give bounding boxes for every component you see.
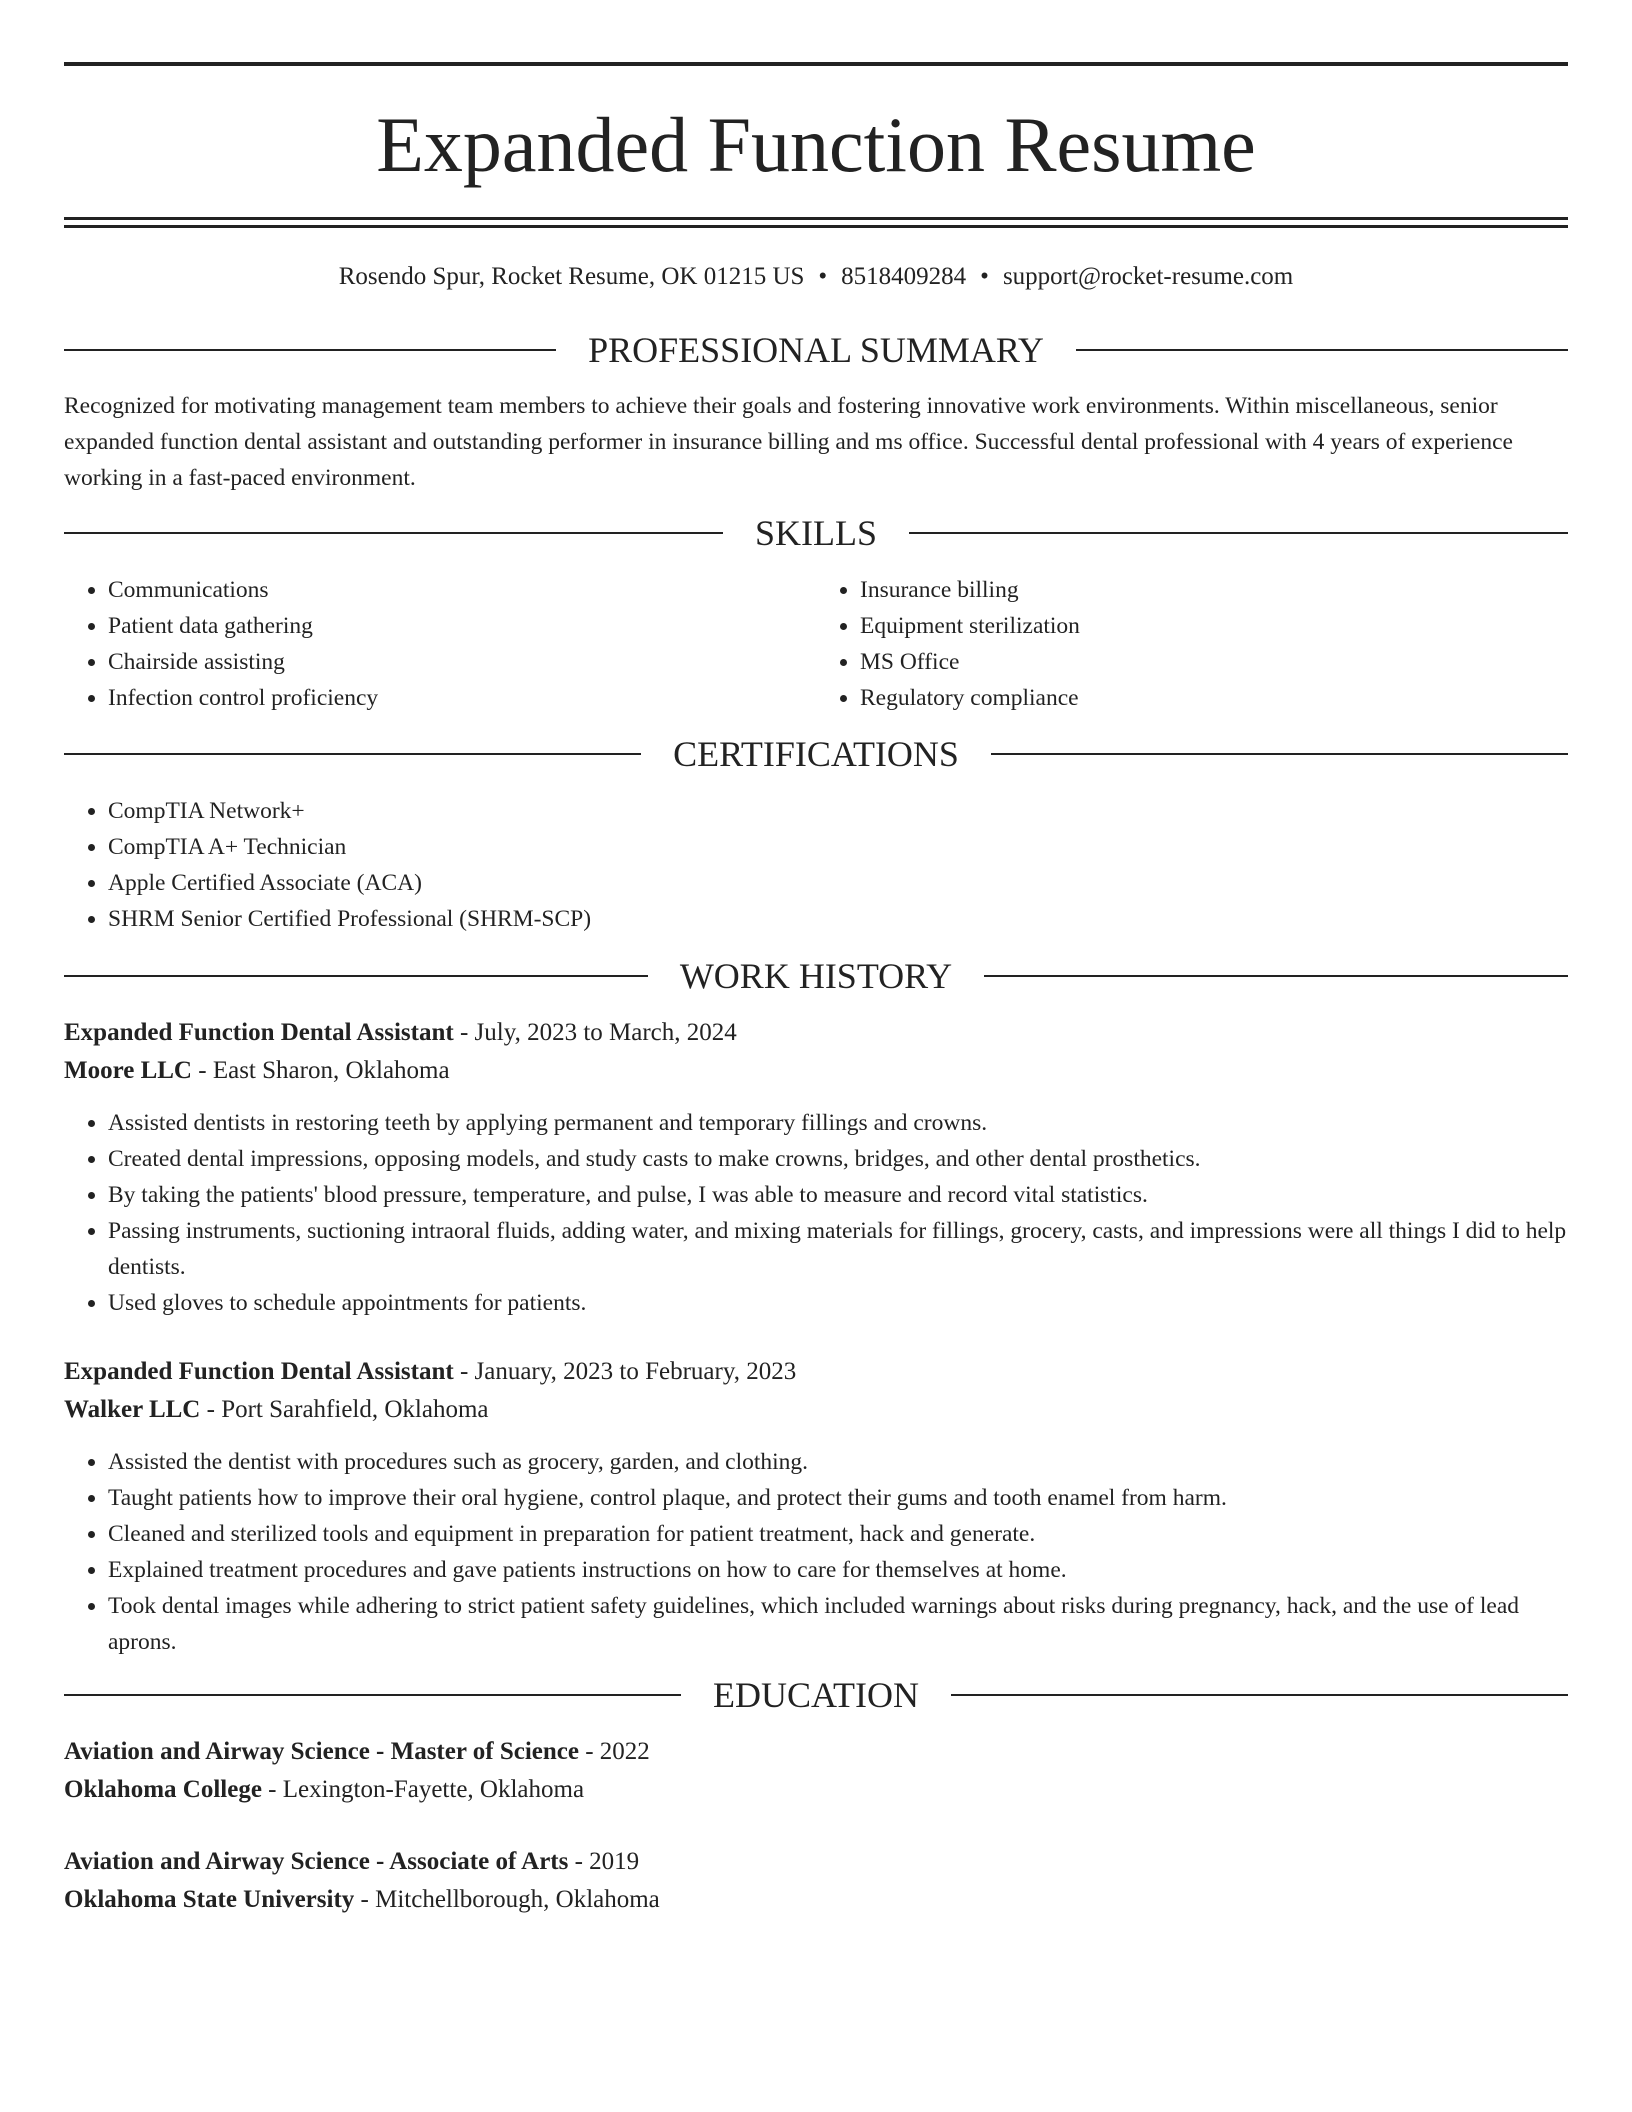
certification-item: • CompTIA A+ Technician	[108, 829, 1568, 865]
skill-item: • Insurance billing	[860, 572, 1568, 608]
heading-rule	[64, 1694, 681, 1696]
job-bullet: • Took dental images while adhering to strict patient safety guidelines, which included warnings about risks during pregnancy, hack, and the use of lead aprons.	[108, 1588, 1568, 1660]
top-rule	[64, 62, 1568, 66]
skill-item: • Equipment sterilization	[860, 608, 1568, 644]
job-company: Moore LLC	[64, 1057, 192, 1084]
heading-rule	[1076, 349, 1568, 351]
job-location: - Port Sarahfield, Oklahoma	[200, 1396, 489, 1423]
skill-item: • Regulatory compliance	[860, 680, 1568, 716]
certification-item: • SHRM Senior Certified Professional (SHRM-SCP)	[108, 901, 1568, 937]
heading-rule	[951, 1694, 1568, 1696]
job-title-line	[64, 1353, 1568, 1391]
job-company-line	[64, 1052, 1568, 1090]
contact-separator: •	[980, 263, 989, 290]
job-title-line	[64, 1014, 1568, 1052]
degree: Aviation and Airway Science - Associate of Arts	[64, 1848, 569, 1875]
education-entry	[64, 1733, 1568, 1809]
job-bullet: • By taking the patients' blood pressure, temperature, and pulse, I was able to measure and record vital statistics.	[108, 1177, 1568, 1213]
section-title: SKILLS	[755, 513, 878, 553]
certification-item: • CompTIA Network+	[108, 793, 1568, 829]
contact-email: support@rocket-resume.com	[1002, 263, 1294, 290]
heading-rule	[64, 753, 641, 755]
degree-line	[64, 1733, 1568, 1771]
section-title: EDUCATION	[713, 1675, 919, 1715]
skill-item: • Chairside assisting	[108, 644, 816, 680]
section-heading-education	[64, 1677, 1568, 1713]
job-bullet: • Explained treatment procedures and gave patients instructions on how to care for themselves at home.	[108, 1552, 1568, 1588]
degree-year: - 2022	[578, 1738, 650, 1765]
job-entry	[64, 1353, 1568, 1660]
skill-item: • Infection control proficiency	[108, 680, 816, 716]
job-title: Expanded Function Dental Assistant	[64, 1019, 454, 1046]
skill-item: • Communications	[108, 572, 816, 608]
heading-rule	[64, 975, 648, 977]
section-heading-skills	[64, 515, 1568, 551]
job-location: - East Sharon, Oklahoma	[192, 1057, 450, 1084]
certification-item: • Apple Certified Associate (ACA)	[108, 865, 1568, 901]
contact-phone: 8518409284	[841, 263, 967, 290]
job-bullet: • Cleaned and sterilized tools and equipment in preparation for patient treatment, hack and generate.	[108, 1516, 1568, 1552]
section-heading-certifications	[64, 736, 1568, 772]
job-dates: - July, 2023 to March, 2024	[453, 1019, 737, 1046]
heading-rule	[64, 349, 556, 351]
section-title: PROFESSIONAL SUMMARY	[588, 330, 1044, 370]
school-line	[64, 1881, 1568, 1919]
education-entry	[64, 1843, 1568, 1919]
job-entry	[64, 1014, 1568, 1321]
job-bullets	[64, 1105, 1568, 1321]
section-title: CERTIFICATIONS	[673, 734, 959, 774]
contact-separator: •	[818, 263, 828, 290]
contact-address: Rosendo Spur, Rocket Resume, OK 01215 US	[338, 263, 805, 290]
section-title: WORK HISTORY	[679, 956, 953, 996]
school-location: - Lexington-Fayette, Oklahoma	[261, 1776, 585, 1803]
job-company-line	[64, 1391, 1568, 1429]
skills-columns	[64, 572, 1568, 716]
skill-item: • MS Office	[860, 644, 1568, 680]
school-name: Oklahoma State University	[64, 1886, 355, 1913]
school-location: - Mitchellborough, Oklahoma	[354, 1886, 660, 1913]
job-bullet: • Passing instruments, suctioning intraoral fluids, adding water, and mixing materials for fillings, grocery, casts, and impressions were all things I did to help dentists.	[108, 1213, 1568, 1285]
contact-line	[64, 262, 1568, 292]
degree: Aviation and Airway Science - Master of Science	[64, 1738, 579, 1765]
degree-line	[64, 1843, 1568, 1881]
double-rule	[64, 217, 1568, 228]
job-company: Walker LLC	[64, 1396, 201, 1423]
job-dates: - January, 2023 to February, 2023	[453, 1358, 797, 1385]
job-bullet: • Assisted dentists in restoring teeth by applying permanent and temporary fillings and crowns.	[108, 1105, 1568, 1141]
job-bullets	[64, 1444, 1568, 1660]
resume-title: Expanded Function Resume	[376, 101, 1256, 188]
summary-text: Recognized for motivating management team members to achieve their goals and fostering innovative work environments. Within miscellaneous, senior expanded function dental assistant and outstanding performer in insurance billing and ms office. Successful dental professional with 4 years of experience working in a fast-paced environment.	[64, 393, 1513, 491]
heading-rule	[991, 753, 1568, 755]
school-line	[64, 1771, 1568, 1809]
school-name: Oklahoma College	[64, 1776, 262, 1803]
section-heading-summary	[64, 332, 1568, 368]
skills-list-right	[816, 572, 1568, 716]
job-bullet: • Created dental impressions, opposing models, and study casts to make crowns, bridges, and other dental prosthetics.	[108, 1141, 1568, 1177]
degree-year: - 2019	[568, 1848, 640, 1875]
job-bullet: • Used gloves to schedule appointments for patients.	[108, 1285, 1568, 1321]
heading-rule	[984, 975, 1568, 977]
job-title: Expanded Function Dental Assistant	[64, 1358, 454, 1385]
skills-list-left	[64, 572, 816, 716]
job-bullet: • Assisted the dentist with procedures such as grocery, garden, and clothing.	[108, 1444, 1568, 1480]
section-heading-work	[64, 958, 1568, 994]
skill-item: • Patient data gathering	[108, 608, 816, 644]
heading-rule	[909, 532, 1568, 534]
certifications-list	[64, 793, 1568, 937]
heading-rule	[64, 532, 723, 534]
job-bullet: • Taught patients how to improve their oral hygiene, control plaque, and protect their gums and tooth enamel from harm.	[108, 1480, 1568, 1516]
